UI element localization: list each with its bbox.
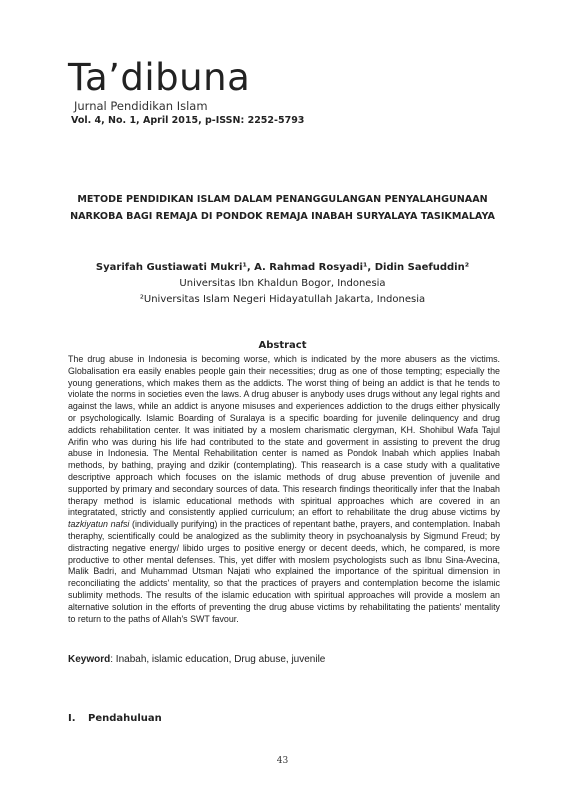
- article-title: [60, 191, 505, 225]
- abstract-text-part1: The drug abuse in Indonesia is becoming worse, which is indicated by the more abusers as the victims. Globalisation era easily enables people gain their necessities; drug as one of those tempting; especially the young generations, which makes them as the addicts. The worst thing of being an addict is that he tends to violate the norms in societies even the laws. A drug abuser is anybody uses drugs without any legal rights and against the laws, while an addict is anyone misuses and experiences addiction to the drugs either physically or psychologically. Islamic Boarding of Suralaya is a specific boarding for juvenile delinquency and drug addicts rehabilitation center. It was initiated by a moslem charismatic clergyman, KH. Shohibul Wafa Tajul Arifin who was during his life had contributed to the state and goverment in assisting to prevent the drug abuse in Indonesia. The Mental Rehabilitation center is named as Pondok Inabah which applies Inabah methods, by bathing, praying and dzikir (contemplating). This reasearch is a case study with a qualitative descriptive approach which focuses on the islamic methods of drug abuse prevention of juvenile and supported by primary and secondary sources of data. This research findings theoritically infer that the Inabah therapy method is islamic educational methods with spiritual approaches which are covered in an integratated, strictly and consistently applied curriculum; an effort to rehabilitate the drug abuse victims by: [68, 354, 500, 518]
- author-list: Syarifah Gustiawati Mukri¹, A. Rahmad Rosyadi¹, Didin Saefuddin²: [95, 262, 470, 273]
- section-heading: [68, 713, 162, 724]
- article-title-line2: NARKOBA BAGI REMAJA DI PONDOK REMAJA INABAH SURYALAYA TASIKMALAYA: [70, 211, 495, 222]
- abstract-italic-term: tazkiyatun nafsi: [68, 519, 130, 530]
- article-title-line1: METODE PENDIDIKAN ISLAM DALAM PENANGGULANGAN PENYALAHGUNAAN: [77, 194, 488, 205]
- journal-volume-line: Vol. 4, No. 1, April 2015, p-ISSN: 2252-5793: [71, 115, 305, 126]
- section-title: Pendahuluan: [88, 713, 162, 724]
- affiliation-2: ²Universitas Islam Negeri Hidayatullah Jakarta, Indonesia: [139, 294, 426, 305]
- keyword-line: [68, 654, 500, 665]
- section-number: I.: [68, 713, 76, 724]
- abstract-body: [68, 354, 500, 625]
- affiliation-1: Universitas Ibn Khaldun Bogor, Indonesia: [179, 278, 386, 289]
- keyword-text: : Inabah, islamic education, Drug abuse, juvenile: [110, 654, 326, 665]
- journal-subtitle: Jurnal Pendidikan Islam: [74, 99, 208, 113]
- abstract-text-part2: (individually purifying) in the practices of repentant bathe, prayers, and contemplation. Inabah theraphy, scientifically could be analogized as the sublimity theory in psychoanalysis by Sigmund Freud; by distracting negative energy/ libido urges to positive energy or decent deeds, which, he compared, is more productive to other mental defenses. This, yet differ with moslem psychologists such as Ibnu Sina-Avecina, Malik Badri, and Muhammad Utsman Najati who explained the importance of the spiritual dimension in reconciliating the addicts' mentality, so that the practices of prayers and contemplation become the islamic sublimity methods. The results of the islamic education with spiritual approaches will provide a moslem an alternative solution in the efforts of preventing the drug abuse victims by rehabilitating the patients' mentality to return to the paths of Allah's SWT favour.: [68, 519, 501, 624]
- journal-title: Ta’dibuna: [68, 56, 251, 99]
- abstract-heading: Abstract: [258, 340, 307, 351]
- page-number: 43: [276, 756, 289, 766]
- keyword-label: Keyword: [68, 654, 111, 665]
